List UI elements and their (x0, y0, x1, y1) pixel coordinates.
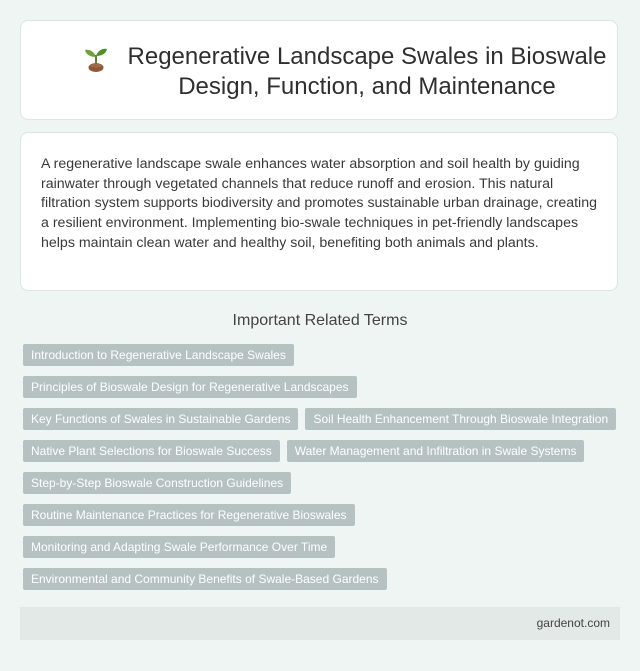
related-term-tag[interactable]: Introduction to Regenerative Landscape Swales (23, 344, 294, 366)
related-term-tag[interactable]: Water Management and Infiltration in Swale Systems (287, 440, 585, 462)
related-term-tag[interactable]: Monitoring and Adapting Swale Performance Over Time (23, 536, 335, 558)
related-term-tag[interactable]: Principles of Bioswale Design for Regenerative Landscapes (23, 376, 357, 398)
related-terms-list (23, 344, 623, 590)
footer (20, 607, 620, 640)
related-term-tag[interactable]: Routine Maintenance Practices for Regenerative Bioswales (23, 504, 355, 526)
related-term-tag[interactable]: Soil Health Enhancement Through Bioswale Integration (305, 408, 616, 430)
page-title: Regenerative Landscape Swales in Bioswale Design, Function, and Maintenance (127, 43, 607, 100)
related-term-tag[interactable]: Native Plant Selections for Bioswale Success (23, 440, 280, 462)
title-card (20, 20, 618, 120)
sprout-icon (81, 44, 111, 74)
footer-site-link[interactable]: gardenot.com (536, 616, 610, 630)
related-term-tag[interactable]: Step-by-Step Bioswale Construction Guidelines (23, 472, 291, 494)
related-terms-heading: Important Related Terms (232, 312, 408, 329)
description-card (20, 132, 618, 291)
title-row (81, 42, 611, 102)
description-text: A regenerative landscape swale enhances water absorption and soil health by guiding rainwater through vegetated channels that reduce runoff and erosion. This natural filtration system supports biodiversity and promotes sustainable urban drainage, creating a resilient environment. Implementing bio-swale techniques in pet-friendly landscapes helps maintain clean water and healthy soil, benefiting both animals and plants. (41, 156, 597, 251)
related-term-tag[interactable]: Environmental and Community Benefits of Swale-Based Gardens (23, 568, 387, 590)
related-term-tag[interactable]: Key Functions of Swales in Sustainable Gardens (23, 408, 298, 430)
